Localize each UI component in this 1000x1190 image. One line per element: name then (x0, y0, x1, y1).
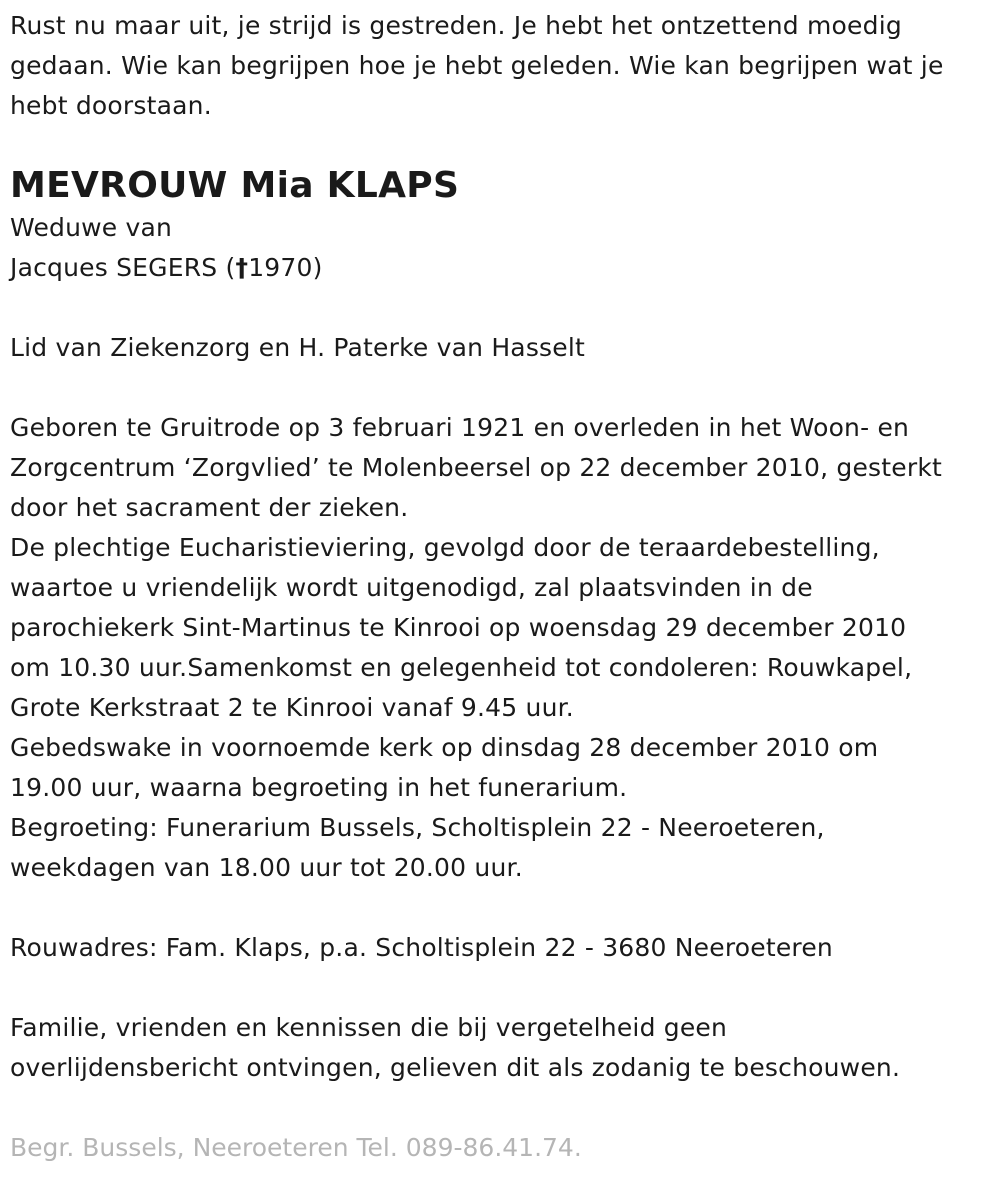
spouse-death-year: 1970) (248, 253, 323, 282)
mourning-address: Rouwadres: Fam. Klaps, p.a. Scholtisplein 22 - 3680 Neeroeteren (10, 933, 833, 962)
details-line: 19.00 uur, waarna begroeting in het funerarium. (10, 773, 628, 802)
details-line: Begroeting: Funerarium Bussels, Scholtisplein 22 - Neeroeteren, (10, 813, 825, 842)
details-line: Grote Kerkstraat 2 te Kinrooi vanaf 9.45 uur. (10, 693, 574, 722)
details-line: door het sacrament der zieken. (10, 493, 409, 522)
deceased-name: MEVROUW Mia KLAPS (10, 165, 460, 206)
cross-icon: † (235, 253, 249, 282)
details-line: om 10.30 uur.Samenkomst en gelegenheid tot condoleren: Rouwkapel, (10, 653, 913, 682)
notice-line: Familie, vrienden en kennissen die bij vergetelheid geen (10, 1013, 728, 1042)
spacer (10, 888, 1000, 928)
spouse-name: Jacques SEGERS ( (10, 253, 236, 282)
spouse-block (10, 208, 1000, 288)
spacer (10, 1088, 1000, 1128)
funeral-home-footer: Begr. Bussels, Neeroeteren Tel. 089-86.41.74. (10, 1133, 582, 1162)
details-line: weekdagen van 18.00 uur tot 20.00 uur. (10, 853, 523, 882)
details-line: parochiekerk Sint-Martinus te Kinrooi op woensdag 29 december 2010 (10, 613, 907, 642)
spacer (10, 368, 1000, 408)
details-line: Zorgcentrum ‘Zorgvlied’ te Molenbeersel op 22 december 2010, gesterkt (10, 453, 943, 482)
details-line: Gebedswake in voornoemde kerk op dinsdag 28 december 2010 om (10, 733, 879, 762)
spouse-line (10, 248, 1000, 288)
notice-line: overlijdensbericht ontvingen, gelieven dit als zodanig te beschouwen. (10, 1053, 901, 1082)
details-block (10, 408, 1000, 888)
poem-line: hebt doorstaan. (10, 91, 212, 120)
poem-line: gedaan. Wie kan begrijpen hoe je hebt geleden. Wie kan begrijpen wat je (10, 51, 944, 80)
details-line: De plechtige Eucharistieviering, gevolgd door de teraardebestelling, (10, 533, 880, 562)
membership-text: Lid van Ziekenzorg en H. Paterke van Hasselt (10, 333, 586, 362)
spacer (10, 288, 1000, 328)
poem-block (10, 6, 1000, 126)
details-line: Geboren te Gruitrode op 3 februari 1921 en overleden in het Woon- en (10, 413, 910, 442)
details-line: waartoe u vriendelijk wordt uitgenodigd, zal plaatsvinden in de (10, 573, 813, 602)
notice-block (10, 1008, 1000, 1088)
poem-line: Rust nu maar uit, je strijd is gestreden. Je hebt het ontzettend moedig (10, 11, 902, 40)
spacer (10, 968, 1000, 1008)
widow-label: Weduwe van (10, 213, 173, 242)
